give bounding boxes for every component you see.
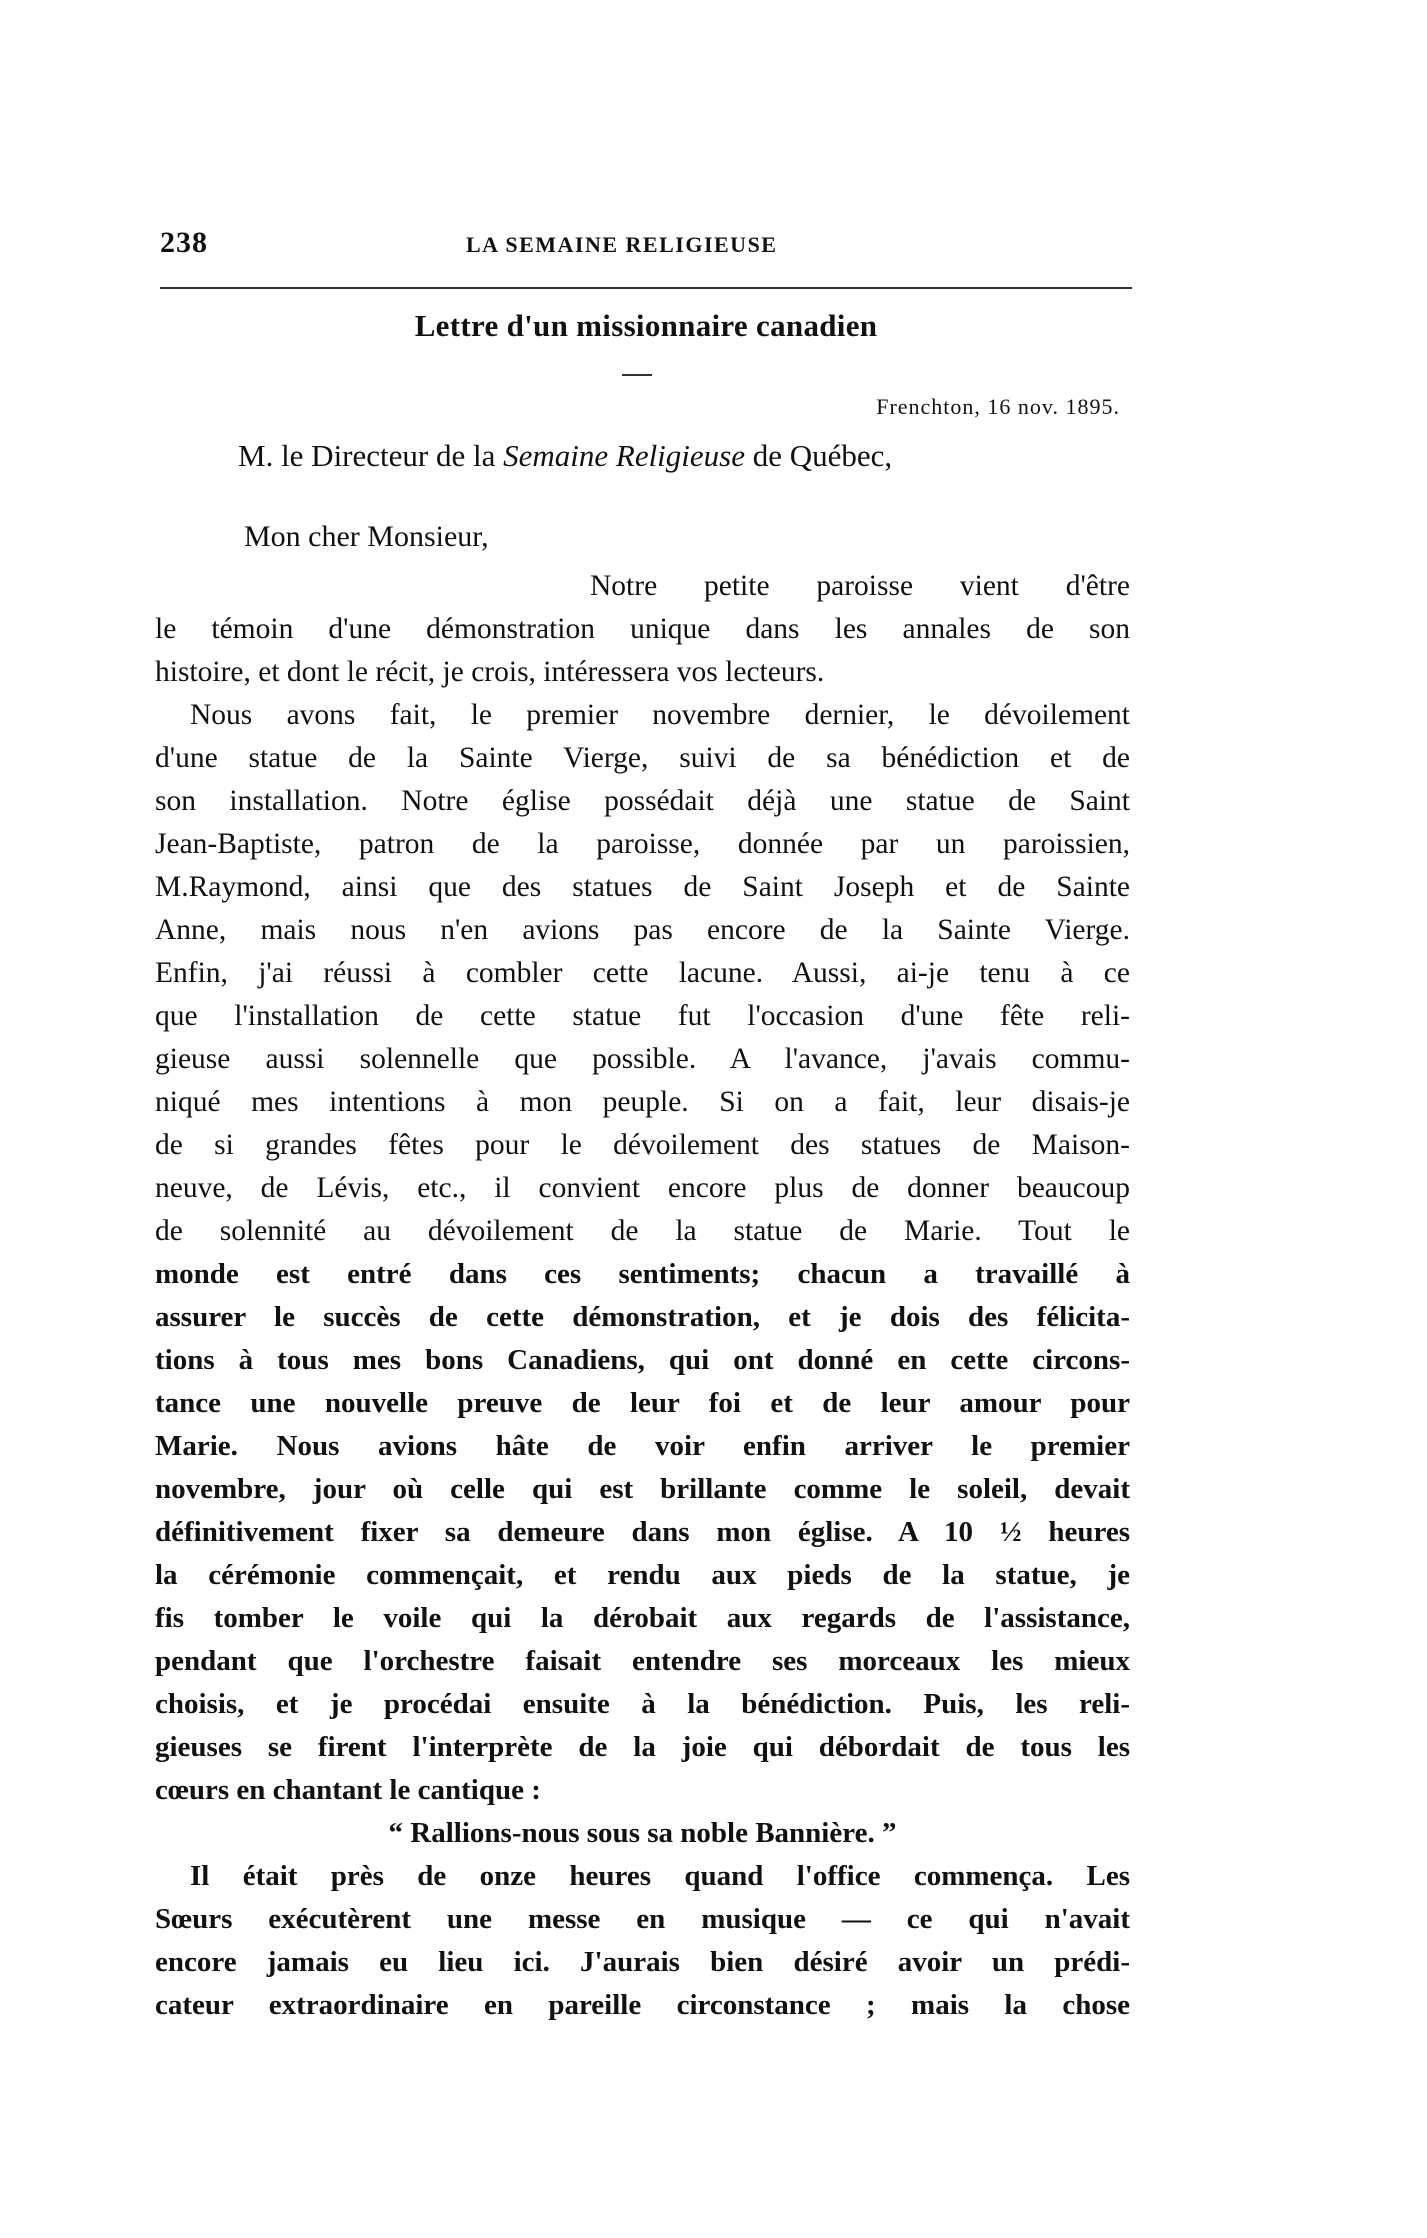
title-dash	[622, 374, 652, 376]
salutation-prefix: M. le Directeur de la	[238, 438, 504, 473]
salutation-suffix: de Québec,	[745, 438, 893, 473]
text-line: monde est entré dans ces sentiments; chacun a travaillé à	[155, 1258, 1130, 1290]
header-rule	[160, 287, 1132, 289]
text-line: le témoin d'une démonstration unique dans les annales de son	[155, 613, 1130, 645]
text-line: gieuses se firent l'interprète de la joie qui débordait de tous les	[155, 1731, 1130, 1763]
text-line: novembre, jour où celle qui est brillante comme le soleil, devait	[155, 1473, 1130, 1505]
text-line: de si grandes fêtes pour le dévoilement des statues de Maison-	[155, 1129, 1130, 1161]
text-line: son installation. Notre église possédait déjà une statue de Saint	[155, 785, 1130, 817]
text-line: définitivement fixer sa demeure dans mon église. A 10 ½ heures	[155, 1516, 1130, 1548]
text-line: choisis, et je procédai ensuite à la bénédiction. Puis, les reli-	[155, 1688, 1130, 1720]
text-line: Jean-Baptiste, patron de la paroisse, donnée par un paroissien,	[155, 828, 1130, 860]
text-line: histoire, et dont le récit, je crois, intéressera vos lecteurs.	[155, 656, 825, 688]
page-number: 238	[160, 226, 208, 259]
text-line: tions à tous mes bons Canadiens, qui ont donné en cette circons-	[155, 1344, 1130, 1376]
text-line: M.Raymond, ainsi que des statues de Saint Joseph et de Sainte	[155, 871, 1130, 903]
text-line: Notre petite paroisse vient d'être	[590, 570, 1130, 602]
text-line: niqué mes intentions à mon peuple. Si on a fait, leur disais-je	[155, 1086, 1130, 1118]
text-line: Sœurs exécutèrent une messe en musique — ce qui n'avait	[155, 1903, 1130, 1935]
text-line: cateur extraordinaire en pareille circonstance ; mais la chose	[155, 1989, 1130, 2021]
greeting: Mon cher Monsieur,	[244, 520, 489, 553]
dateline: Frenchton, 16 nov. 1895.	[876, 394, 1120, 419]
text-line: que l'installation de cette statue fut l'occasion d'une fête reli-	[155, 1000, 1130, 1032]
text-line: neuve, de Lévis, etc., il convient encore plus de donner beaucoup	[155, 1172, 1130, 1204]
running-head	[160, 226, 1132, 266]
text-line: Il était près de onze heures quand l'office commença. Les	[190, 1860, 1130, 1892]
journal-title: LA SEMAINE RELIGIEUSE	[466, 232, 778, 257]
text-line: Nous avons fait, le premier novembre dernier, le dévoilement	[190, 699, 1130, 731]
text-line: Anne, mais nous n'en avions pas encore de la Sainte Vierge.	[155, 914, 1130, 946]
text-line: encore jamais eu lieu ici. J'aurais bien désiré avoir un prédi-	[155, 1946, 1130, 1978]
salutation-italic: Semaine Religieuse	[503, 438, 745, 473]
quoted-hymn-line: “ Rallions-nous sous sa noble Bannière. ”	[388, 1817, 897, 1849]
text-line: Enfin, j'ai réussi à combler cette lacune. Aussi, ai-je tenu à ce	[155, 957, 1130, 989]
text-line: Marie. Nous avions hâte de voir enfin arriver le premier	[155, 1430, 1130, 1462]
text-line: fis tomber le voile qui la dérobait aux regards de l'assistance,	[155, 1602, 1130, 1634]
text-line: de solennité au dévoilement de la statue de Marie. Tout le	[155, 1215, 1130, 1247]
text-line: la cérémonie commençait, et rendu aux pieds de la statue, je	[155, 1559, 1130, 1591]
text-line: d'une statue de la Sainte Vierge, suivi de sa bénédiction et de	[155, 742, 1130, 774]
text-line: cœurs en chantant le cantique :	[155, 1774, 541, 1806]
article-title: Lettre d'un missionnaire canadien	[414, 308, 878, 343]
text-line: assurer le succès de cette démonstration, et je dois des félicita-	[155, 1301, 1130, 1333]
text-line: pendant que l'orchestre faisait entendre ses morceaux les mieux	[155, 1645, 1130, 1677]
text-line: tance une nouvelle preuve de leur foi et de leur amour pour	[155, 1387, 1130, 1419]
text-line: gieuse aussi solennelle que possible. A l'avance, j'avais commu-	[155, 1043, 1130, 1075]
salutation	[238, 438, 892, 474]
